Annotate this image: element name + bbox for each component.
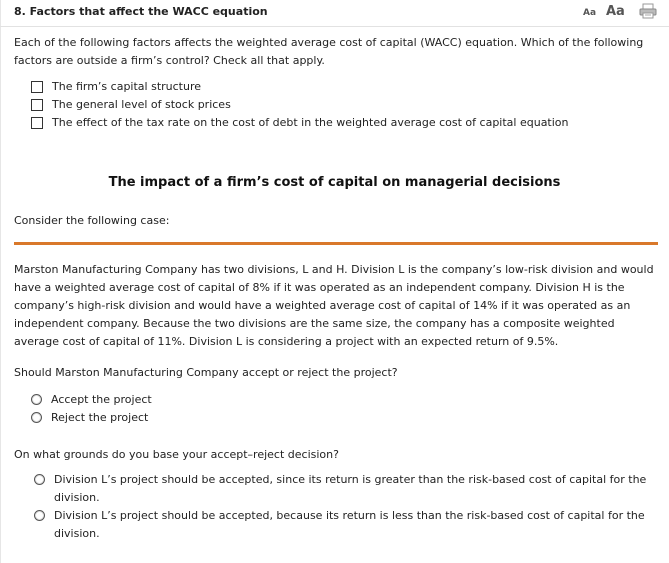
checkbox-option-stock-prices[interactable] [31,98,231,111]
checkbox[interactable] [31,99,43,111]
question-header [0,0,669,27]
radio-button[interactable] [34,474,45,485]
radio-option-grounds-greater[interactable] [34,471,654,507]
radio-button[interactable] [31,412,42,423]
radio-option-accept[interactable] [31,393,152,406]
checkbox[interactable] [31,117,43,129]
radio-option-reject[interactable] [31,411,148,424]
section-title: The impact of a firm’s cost of capital on managerial decisions [108,175,561,190]
radio-button[interactable] [34,510,45,521]
left-border [0,0,1,563]
case-text: Marston Manufacturing Company has two divisions, L and H. Division L is the company’s low-risk division and would have a weighted average cost of capital of 8% if it was operated as an independent company. Division H is the company’s high-risk division and would have a weighted average cost of capital of 14% if it was operated as an independent company. Because the two divisions are the same size, the company has a composite weighted average cost of capital of 11%. Division L is considering a project with an expected return of 9.5%. [14,263,654,348]
question-title: 8. Factors that affect the WACC equation [14,5,268,18]
radio-option-grounds-less[interactable] [34,507,654,543]
radio-label: Division L’s project should be accepted, because its return is less than the risk-based cost of capital for the division. [54,509,645,540]
font-size-large-button[interactable]: Aa [606,4,625,19]
checkbox[interactable] [31,81,43,93]
print-icon[interactable] [639,3,657,22]
radio-button[interactable] [31,394,42,405]
checkbox-label: The firm’s capital structure [52,80,202,93]
radio-label: Reject the project [51,411,149,424]
question-accept-reject: Should Marston Manufacturing Company accept or reject the project? [14,366,398,379]
checkbox-option-tax-rate[interactable] [31,116,569,129]
checkbox-option-capital-structure[interactable] [31,80,201,93]
checkbox-label: The effect of the tax rate on the cost of debt in the weighted average cost of capital equation [52,116,569,129]
radio-label: Division L’s project should be accepted, since its return is greater than the risk-based cost of capital for the division. [54,473,647,504]
radio-label: Accept the project [51,393,152,406]
section-divider [14,242,658,245]
checkbox-label: The general level of stock prices [52,98,231,111]
case-intro: Consider the following case: [14,214,170,227]
question-grounds: On what grounds do you base your accept–reject decision? [14,448,339,461]
part1-prompt: Each of the following factors affects the weighted average cost of capital (WACC) equation. Which of the following factors are outside a firm’s control? Check all that apply. [14,36,644,67]
font-size-small-button[interactable]: Aa [583,8,597,18]
